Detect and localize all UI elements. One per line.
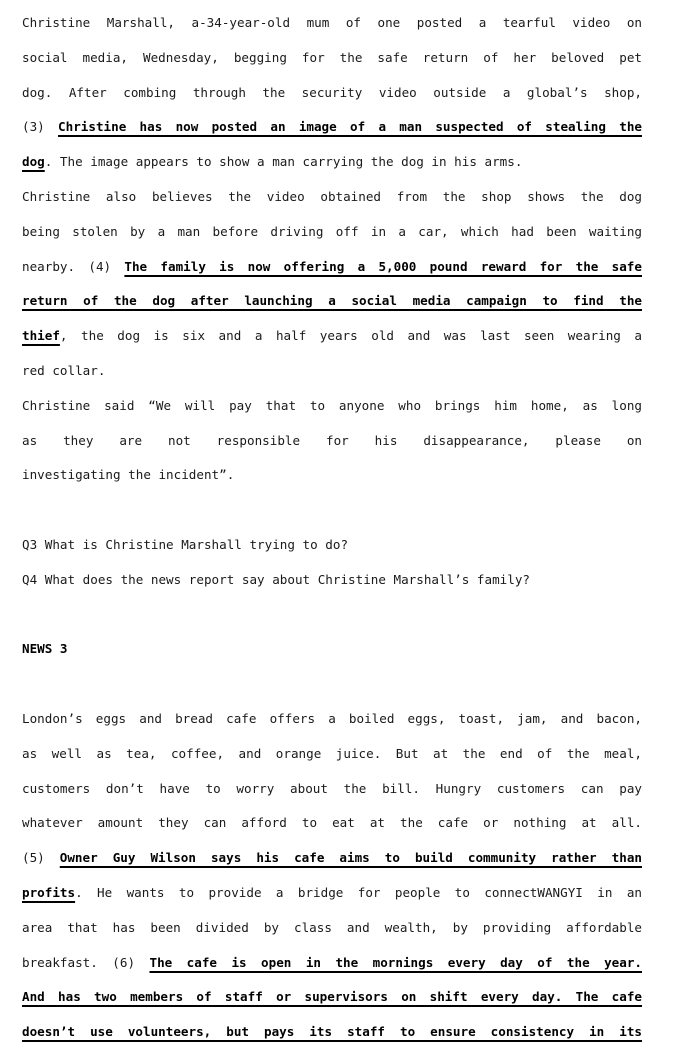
line-text: being stolen by a man before driving off in a car, which had been waiting: [22, 223, 642, 239]
line-text: investigating the incident”.: [22, 467, 235, 483]
text-line: [22, 319, 642, 354]
line-text: as they are not responsible for his disappearance, please on: [22, 432, 642, 448]
line-text: dog. After combing through the security video outside a global’s shop,: [22, 84, 642, 100]
text-line: [22, 1015, 642, 1050]
text-line: [22, 250, 642, 285]
section-heading: [22, 632, 642, 667]
questions-block: [22, 528, 642, 598]
text-line: [22, 110, 642, 145]
text-line: [22, 911, 642, 946]
line-text: . The image appears to show a man carrying the dog in his arms.: [44, 154, 523, 170]
question-marker: (3): [22, 119, 59, 135]
answer-highlight: And has two members of staff or supervisors on shift every day. The cafe: [22, 989, 642, 1005]
answer-highlight: The family is now offering a 5,000 pound reward for the safe: [124, 258, 642, 274]
heading-text: NEWS 3: [22, 641, 68, 657]
text-line: [22, 702, 642, 737]
answer-highlight: Christine has now posted an image of a man suspected of stealing the: [58, 119, 642, 135]
news3-passage: [22, 702, 642, 1050]
news2-passage: [22, 6, 642, 493]
answer-highlight: thief: [22, 328, 60, 344]
line-text: whatever amount they can afford to eat at the cafe or nothing at all.: [22, 815, 642, 831]
question-text: Q4 What does the news report say about Christine Marshall’s family?: [22, 571, 530, 587]
text-line: [22, 215, 642, 250]
answer-highlight: Owner Guy Wilson says his cafe aims to build community rather than: [59, 850, 642, 866]
text-line: [22, 458, 642, 493]
text-line: [22, 41, 642, 76]
question-marker: (5): [22, 850, 60, 866]
text-line: [22, 841, 642, 876]
answer-highlight: doesn’t use volunteers, but pays its staff to ensure consistency in its: [22, 1024, 642, 1040]
line-text: Christine also believes the video obtained from the shop shows the dog: [22, 188, 642, 204]
answer-highlight: dog: [22, 154, 45, 170]
text-line: [22, 980, 642, 1015]
text-line: [22, 145, 642, 180]
line-text: . He wants to provide a bridge for people to connectWANGYI in an: [75, 884, 642, 900]
line-text: red collar.: [22, 362, 106, 378]
spacer: [22, 667, 642, 702]
answer-highlight: The cafe is open in the mornings every day of the year.: [149, 954, 642, 970]
spacer: [22, 493, 642, 528]
text-line: [22, 737, 642, 772]
text-line: [22, 76, 642, 111]
text-line: [22, 772, 642, 807]
line-text: customers don’t have to worry about the bill. Hungry customers can pay: [22, 780, 642, 796]
document-page: [22, 6, 642, 1050]
text-line: [22, 806, 642, 841]
line-text: nearby.: [22, 258, 89, 274]
line-text: as well as tea, coffee, and orange juice. But at the end of the meal,: [22, 745, 642, 761]
question-text: Q3 What is Christine Marshall trying to do?: [22, 536, 349, 552]
text-line: [22, 284, 642, 319]
text-line: [22, 946, 642, 981]
line-text: area that has been divided by class and wealth, by providing affordable: [22, 919, 642, 935]
line-text: social media, Wednesday, begging for the safe return of her beloved pet: [22, 49, 642, 65]
text-line: [22, 876, 642, 911]
line-text: Christine Marshall, a-34-year-old mum of one posted a tearful video on: [22, 15, 642, 30]
answer-highlight: return of the dog after launching a social media campaign to find the: [22, 293, 642, 309]
text-line: [22, 6, 642, 41]
line-text: London’s eggs and bread cafe offers a boiled eggs, toast, jam, and bacon,: [22, 710, 642, 726]
question-marker: (6): [112, 954, 150, 970]
spacer: [22, 598, 642, 633]
line-text: , the dog is six and a half years old and was last seen wearing a: [59, 328, 642, 344]
question-marker: (4): [88, 258, 125, 274]
text-line: [22, 424, 642, 459]
answer-highlight: profits: [22, 884, 76, 900]
question-q3: [22, 528, 642, 563]
text-line: [22, 180, 642, 215]
text-line: [22, 354, 642, 389]
question-q4: [22, 563, 642, 598]
line-text: breakfast.: [22, 954, 113, 970]
text-line: [22, 389, 642, 424]
line-text: Christine said “We will pay that to anyone who brings him home, as long: [22, 397, 642, 413]
